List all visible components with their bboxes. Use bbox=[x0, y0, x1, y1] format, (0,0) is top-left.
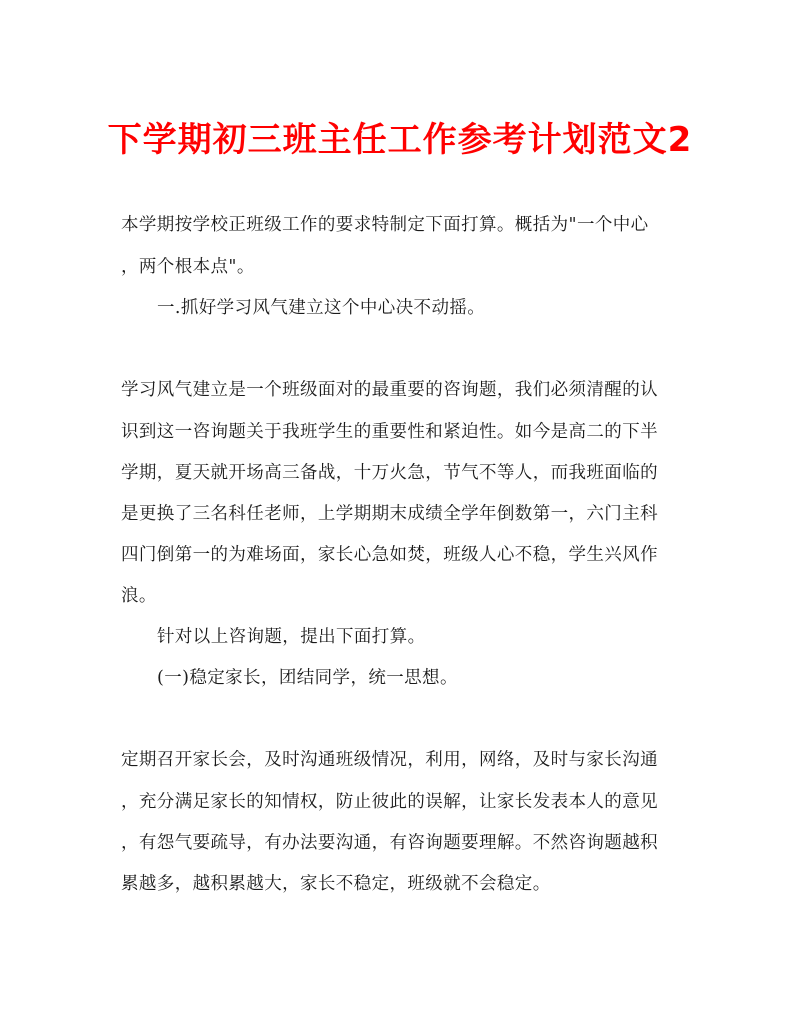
paragraph-line: 四门倒第一的为难场面，家长心急如焚，班级人心不稳，学生兴风作 bbox=[121, 545, 658, 565]
paragraph-line: 是更换了三名科任老师，上学期期末成绩全学年倒数第一，六门主科 bbox=[121, 504, 658, 524]
section-heading: (一)稳定家长，团结同学，统一思想。 bbox=[157, 668, 458, 688]
paragraph-line: 本学期按学校正班级工作的要求特制定下面打算。概括为"一个中心 bbox=[121, 215, 649, 235]
paragraph-line: 识到这一咨询题关于我班学生的重要性和紧迫性。如今是高二的下半 bbox=[121, 422, 658, 442]
paragraph-line: ，充分满足家长的知情权，防止彼此的误解，让家长发表本人的意见 bbox=[121, 792, 658, 812]
paragraph-line: 定期召开家长会，及时沟通班级情况，利用，网络，及时与家长沟通 bbox=[121, 750, 658, 770]
paragraph-line: 浪。 bbox=[121, 586, 157, 606]
paragraph-line: ，有怨气要疏导，有办法要沟通，有咨询题要理解。不然咨询题越积 bbox=[121, 833, 658, 853]
paragraph-line: 累越多，越积累越大，家长不稳定，班级就不会稳定。 bbox=[121, 874, 551, 894]
document-title: 下学期初三班主任工作参考计划范文2 bbox=[107, 120, 693, 160]
paragraph-line: 针对以上咨询题，提出下面打算。 bbox=[157, 627, 426, 647]
section-heading: 一.抓好学习风气建立这个中心决不动摇。 bbox=[157, 298, 486, 318]
paragraph-line: 学习风气建立是一个班级面对的最重要的咨询题，我们必须清醒的认 bbox=[121, 380, 658, 400]
paragraph-line: ，两个根本点"。 bbox=[121, 257, 255, 277]
paragraph-line: 学期，夏天就开场高三备战，十万火急，节气不等人，而我班面临的 bbox=[121, 463, 658, 483]
